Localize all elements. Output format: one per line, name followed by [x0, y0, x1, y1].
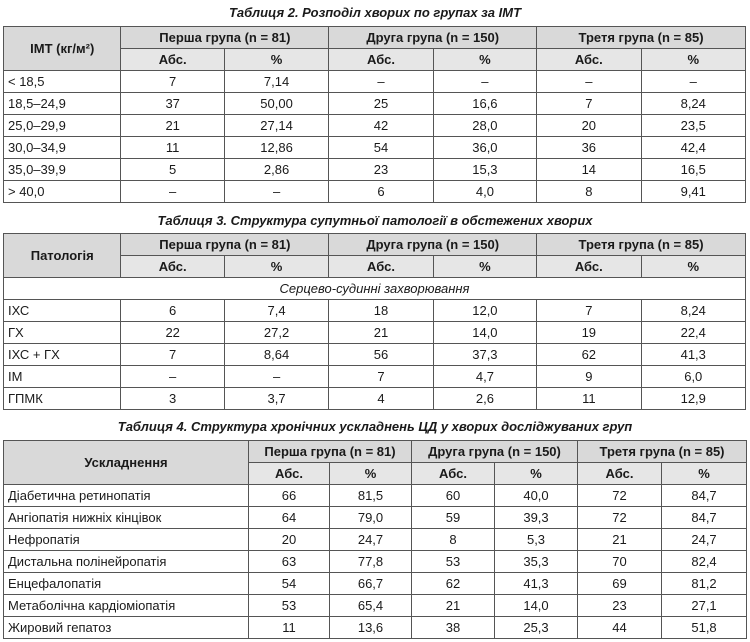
table3-pct-header: % [433, 256, 536, 278]
cell-value: 54 [249, 573, 330, 595]
cell-value: 39,3 [495, 507, 578, 529]
table-row [4, 617, 747, 639]
table2-group-2-header: Друга група (n = 150) [329, 27, 537, 49]
table2-group-1-header: Перша група (n = 81) [121, 27, 329, 49]
cell-value: 6 [121, 300, 224, 322]
cell-value: 77,8 [330, 551, 412, 573]
row-label: Метаболічна кардіоміопатія [4, 595, 249, 617]
cell-value: 82,4 [662, 551, 747, 573]
cell-value: – [329, 71, 433, 93]
table-row [4, 159, 746, 181]
cell-value: 54 [329, 137, 433, 159]
table2-pct-header: % [641, 49, 745, 71]
table2-group-3-header: Третя група (n = 85) [537, 27, 746, 49]
cell-value: 27,1 [662, 595, 747, 617]
row-label: 18,5–24,9 [4, 93, 121, 115]
cell-value: 4,0 [433, 181, 536, 203]
cell-value: 15,3 [433, 159, 536, 181]
table4-caption: Таблиця 4. Структура хронічних ускладнень ЦД у хворих досліджуваних груп [117, 419, 633, 434]
cell-value: 69 [578, 573, 662, 595]
cell-value: 11 [121, 137, 224, 159]
cell-value: 22,4 [641, 322, 745, 344]
cell-value: 21 [578, 529, 662, 551]
cell-value: – [224, 181, 328, 203]
cell-value: 37 [121, 93, 224, 115]
cell-value: 62 [537, 344, 641, 366]
cell-value: 64 [249, 507, 330, 529]
cell-value: 81,2 [662, 573, 747, 595]
table4-pct-header: % [495, 463, 578, 485]
table3-group-2-header: Друга група (n = 150) [329, 234, 537, 256]
table-row [4, 366, 746, 388]
table4-group-1-header: Перша група (n = 81) [249, 441, 412, 463]
table-row [4, 93, 746, 115]
cell-value: 11 [537, 388, 641, 410]
cell-value: 7 [121, 71, 224, 93]
table-row [4, 595, 747, 617]
cell-value: 3,7 [224, 388, 328, 410]
cell-value: 19 [537, 322, 641, 344]
cell-value: 42 [329, 115, 433, 137]
cell-value: 23 [578, 595, 662, 617]
cell-value: 13,6 [330, 617, 412, 639]
table3-group-1-header: Перша група (n = 81) [121, 234, 329, 256]
cell-value: 66 [249, 485, 330, 507]
table2-pct-header: % [433, 49, 536, 71]
table3-section-label: Серцево-судинні захворювання [4, 278, 746, 300]
table-row [4, 529, 747, 551]
table-row [4, 300, 746, 322]
cell-value: 12,9 [641, 388, 745, 410]
cell-value: 36,0 [433, 137, 536, 159]
table2-body [4, 71, 746, 203]
row-label: ІМ [4, 366, 121, 388]
cell-value: 44 [578, 617, 662, 639]
cell-value: 14,0 [495, 595, 578, 617]
table-row [4, 181, 746, 203]
cell-value: 36 [537, 137, 641, 159]
table2-abs-header: Абс. [121, 49, 224, 71]
table3-pct-header: % [641, 256, 745, 278]
cell-value: 27,2 [224, 322, 328, 344]
cell-value: 72 [578, 507, 662, 529]
cell-value: 20 [249, 529, 330, 551]
cell-value: 21 [121, 115, 224, 137]
row-label: Ангіопатія нижніх кінцівок [4, 507, 249, 529]
cell-value: 35,3 [495, 551, 578, 573]
table-row [4, 71, 746, 93]
cell-value: 9,41 [641, 181, 745, 203]
cell-value: 59 [412, 507, 495, 529]
cell-value: 84,7 [662, 485, 747, 507]
cell-value: 28,0 [433, 115, 536, 137]
row-label: 30,0–34,9 [4, 137, 121, 159]
cell-value: 6,0 [641, 366, 745, 388]
cell-value: 53 [249, 595, 330, 617]
cell-value: 56 [329, 344, 433, 366]
cell-value: 11 [249, 617, 330, 639]
cell-value: 16,5 [641, 159, 745, 181]
table-row [4, 115, 746, 137]
row-label: ІХС + ГХ [4, 344, 121, 366]
cell-value: 63 [249, 551, 330, 573]
cell-value: 50,00 [224, 93, 328, 115]
cell-value: 23 [329, 159, 433, 181]
cell-value: 23,5 [641, 115, 745, 137]
row-label: Дистальна полінейропатія [4, 551, 249, 573]
row-label: ГХ [4, 322, 121, 344]
cell-value: 25,3 [495, 617, 578, 639]
table2-abs-header: Абс. [329, 49, 433, 71]
cell-value: 8,64 [224, 344, 328, 366]
table4-pct-header: % [662, 463, 747, 485]
cell-value: 7 [537, 300, 641, 322]
cell-value: 7,14 [224, 71, 328, 93]
table4-complications-structure [3, 440, 747, 639]
table4-pct-header: % [330, 463, 412, 485]
table2-abs-header: Абс. [537, 49, 641, 71]
cell-value: 3 [121, 388, 224, 410]
cell-value: – [121, 366, 224, 388]
cell-value: 16,6 [433, 93, 536, 115]
table3-body [4, 278, 746, 300]
cell-value: 7,4 [224, 300, 328, 322]
cell-value: 6 [329, 181, 433, 203]
table-row [4, 137, 746, 159]
cell-value: 42,4 [641, 137, 745, 159]
cell-value: 21 [329, 322, 433, 344]
table3-pct-header: % [224, 256, 328, 278]
cell-value: 66,7 [330, 573, 412, 595]
row-label: 35,0–39,9 [4, 159, 121, 181]
row-label: 25,0–29,9 [4, 115, 121, 137]
cell-value: 8,24 [641, 93, 745, 115]
cell-value: 40,0 [495, 485, 578, 507]
cell-value: 8 [537, 181, 641, 203]
cell-value: – [537, 71, 641, 93]
table2-caption: Таблиця 2. Розподіл хворих по групах за ІМТ [228, 5, 522, 20]
cell-value: 38 [412, 617, 495, 639]
cell-value: 14 [537, 159, 641, 181]
cell-value: 72 [578, 485, 662, 507]
table2-bmi-distribution [3, 26, 746, 203]
cell-value: 25 [329, 93, 433, 115]
cell-value: – [433, 71, 536, 93]
cell-value: – [641, 71, 745, 93]
table3-row-header: Патологія [4, 234, 121, 278]
table3-caption: Таблиця 3. Структура супутньої патології в обстежених хворих [157, 213, 593, 228]
cell-value: 22 [121, 322, 224, 344]
cell-value: 4 [329, 388, 433, 410]
table3-abs-header: Абс. [537, 256, 641, 278]
row-label: ІХС [4, 300, 121, 322]
cell-value: 20 [537, 115, 641, 137]
cell-value: – [121, 181, 224, 203]
table-row [4, 344, 746, 366]
table4-abs-header: Абс. [249, 463, 330, 485]
table-row [4, 507, 747, 529]
row-label: Діабетична ретинопатія [4, 485, 249, 507]
table3-abs-header: Абс. [329, 256, 433, 278]
table4-abs-header: Абс. [412, 463, 495, 485]
table-row [4, 322, 746, 344]
table3-section-row [4, 278, 746, 300]
cell-value: 81,5 [330, 485, 412, 507]
table4-group-2-header: Друга група (n = 150) [412, 441, 578, 463]
table3-rows [4, 300, 746, 410]
cell-value: 4,7 [433, 366, 536, 388]
table3-group-3-header: Третя група (n = 85) [537, 234, 746, 256]
row-label: > 40,0 [4, 181, 121, 203]
row-label: Енцефалопатія [4, 573, 249, 595]
table4-row-header: Ускладнення [4, 441, 249, 485]
cell-value: 21 [412, 595, 495, 617]
table-row [4, 485, 747, 507]
table-row [4, 573, 747, 595]
cell-value: 37,3 [433, 344, 536, 366]
cell-value: 9 [537, 366, 641, 388]
cell-value: 12,0 [433, 300, 536, 322]
row-label: Жировий гепатоз [4, 617, 249, 639]
cell-value: 2,6 [433, 388, 536, 410]
row-label: Нефропатія [4, 529, 249, 551]
cell-value: 24,7 [662, 529, 747, 551]
cell-value: 7 [329, 366, 433, 388]
row-label: < 18,5 [4, 71, 121, 93]
table2-row-header: ІМТ (кг/м²) [4, 27, 121, 71]
cell-value: 14,0 [433, 322, 536, 344]
cell-value: 70 [578, 551, 662, 573]
table-row [4, 388, 746, 410]
cell-value: 62 [412, 573, 495, 595]
table-row [4, 551, 747, 573]
cell-value: 41,3 [495, 573, 578, 595]
cell-value: 7 [121, 344, 224, 366]
cell-value: 5,3 [495, 529, 578, 551]
cell-value: 7 [537, 93, 641, 115]
cell-value: 53 [412, 551, 495, 573]
cell-value: 60 [412, 485, 495, 507]
cell-value: 24,7 [330, 529, 412, 551]
table3-abs-header: Абс. [121, 256, 224, 278]
table3-comorbidity-structure [3, 233, 746, 410]
table4-abs-header: Абс. [578, 463, 662, 485]
cell-value: 8 [412, 529, 495, 551]
cell-value: 84,7 [662, 507, 747, 529]
row-label: ГПМК [4, 388, 121, 410]
cell-value: 65,4 [330, 595, 412, 617]
cell-value: 79,0 [330, 507, 412, 529]
cell-value: 27,14 [224, 115, 328, 137]
cell-value: 8,24 [641, 300, 745, 322]
table4-body [4, 485, 747, 639]
cell-value: 18 [329, 300, 433, 322]
table4-group-3-header: Третя група (n = 85) [578, 441, 747, 463]
cell-value: 2,86 [224, 159, 328, 181]
cell-value: 12,86 [224, 137, 328, 159]
cell-value: 5 [121, 159, 224, 181]
cell-value: – [224, 366, 328, 388]
table2-pct-header: % [224, 49, 328, 71]
cell-value: 41,3 [641, 344, 745, 366]
cell-value: 51,8 [662, 617, 747, 639]
